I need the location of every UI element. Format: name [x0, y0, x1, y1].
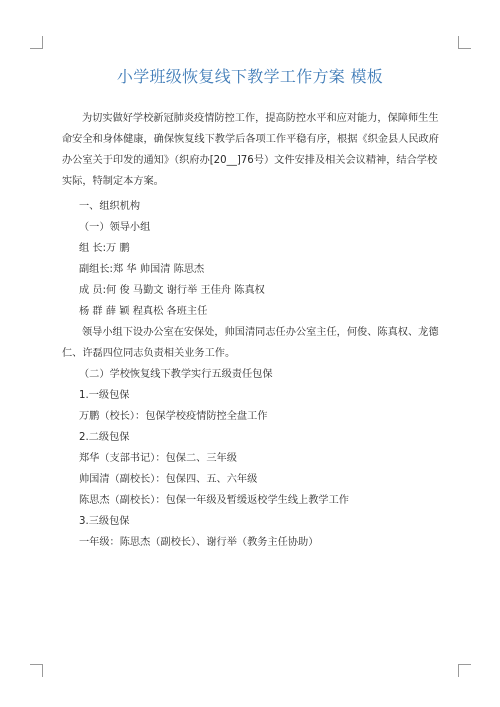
level-item: 陈思杰（副校长）：包保一年级及暂缓返校学生线上教学工作 — [79, 495, 349, 506]
document-title: 小学班级恢复线下教学工作方案 模板 — [116, 67, 384, 86]
document-body — [62, 108, 442, 553]
page-corner-mark-bottom-right — [458, 664, 471, 677]
level-item: 万鹏（校长）：包保学校疫情防控全盘工作 — [79, 411, 268, 422]
leader-line: 组 长:万 鹏 — [79, 243, 130, 254]
level-item: 一年级：陈思杰（副校长）、谢行举（教务主任协助） — [79, 537, 319, 548]
page-corner-mark-bottom-left — [30, 664, 43, 677]
office-paragraph: 领导小组下设办公室在安保处，帅国清同志任办公室主任，何俊、陈真权、龙德仁、许磊四位同志负责相关业务工作。 — [62, 327, 439, 359]
members-line-2: 杨 群 薛 颖 程真松 各班主任 — [79, 306, 208, 317]
intro-paragraph: 为切实做好学校新冠肺炎疫情防控工作，提高防控水平和应对能力，保障师生生命安全和身体健康，确保恢复线下教学后各项工作平稳有序，根据《织金县人民政府办公室关于印发的通知》（织府办[20__]76号）文件安排及相关会议精神，结合学校实际，特制定本方案。 — [62, 113, 439, 187]
subsection-heading: （二）学校恢复线下教学实行五级责任包保 — [79, 369, 273, 380]
level-item: 郑华（支部书记）：包保二、三年级 — [79, 453, 237, 464]
level-heading: 2.二级包保 — [79, 432, 130, 443]
section-heading: 一、组织机构 — [79, 201, 141, 212]
page-corner-mark-top-left — [30, 36, 43, 49]
vice-leader-line: 副组长:郑 华 帅国清 陈思杰 — [79, 264, 205, 275]
level-heading: 3.三级包保 — [79, 516, 130, 527]
level-heading: 1.一级包保 — [79, 390, 130, 401]
level-item: 帅国清（副校长）：包保四、五、六年级 — [79, 474, 258, 485]
page-corner-mark-top-right — [458, 36, 471, 49]
members-line: 成 员:何 俊 马勤文 谢行举 王佳舟 陈真权 — [79, 285, 265, 296]
subsection-heading: （一）领导小组 — [79, 222, 151, 233]
